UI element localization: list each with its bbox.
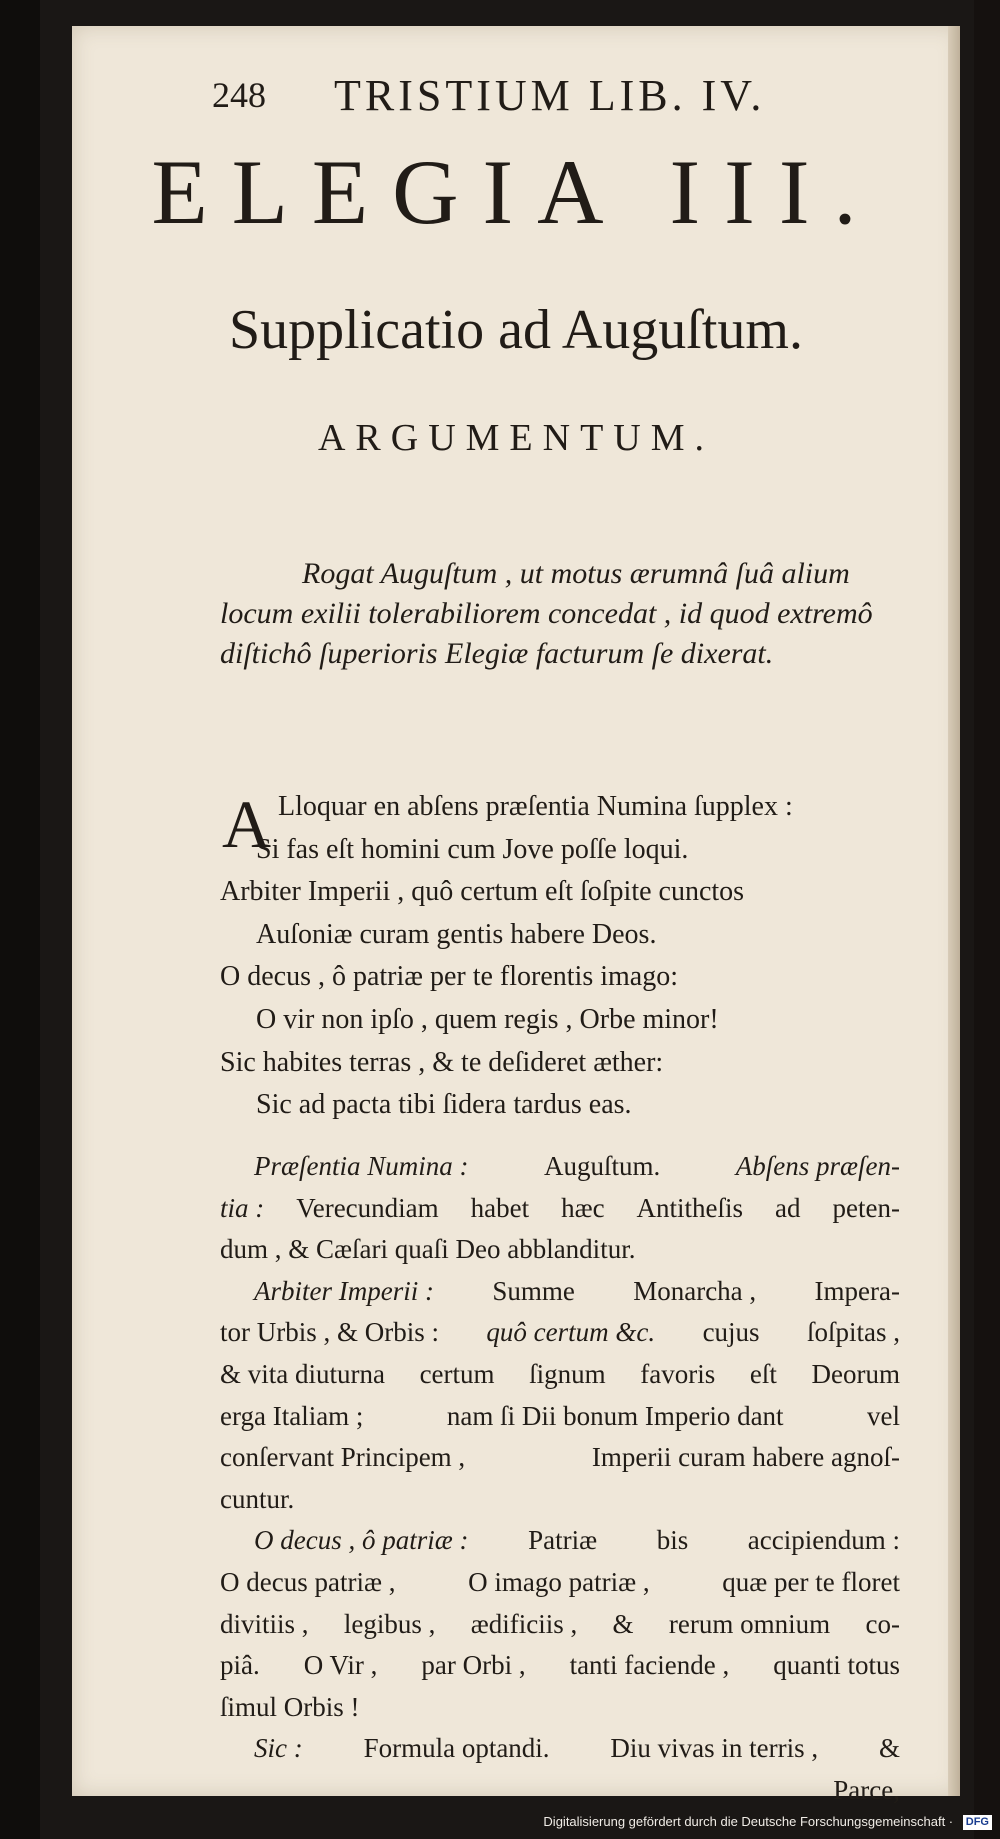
commentary-line xyxy=(220,1188,900,1230)
book-page xyxy=(72,26,960,1805)
commentary-word: O imago patriæ , xyxy=(468,1566,650,1597)
commentary-word: habet xyxy=(470,1192,530,1223)
commentary-word: hæc xyxy=(561,1192,605,1223)
argument-line: diſtichô ſuperioris Elegiæ facturum ſe dixerat. xyxy=(220,637,774,670)
commentary-word: Verecundiam xyxy=(296,1192,439,1223)
commentary-word: dum , & Cæſari quaſi Deo abblanditur. xyxy=(220,1234,636,1265)
argument-heading: ARGUMENTUM. xyxy=(317,417,715,459)
commentary-word: Antitheſis xyxy=(636,1192,744,1223)
verse-line: Auſoniæ curam gentis habere Deos. xyxy=(256,918,657,950)
lemma: quô certum &c. xyxy=(486,1317,656,1348)
commentary-word: tanti faciende , xyxy=(569,1650,730,1681)
commentary-word: peten- xyxy=(832,1192,900,1223)
lemma: Abſens præſen- xyxy=(735,1151,900,1181)
commentary-line xyxy=(220,1687,900,1729)
argument-line: locum exilii tolerabiliorem concedat , id quod extremô xyxy=(220,597,873,630)
verse-line: Sic ad pacta tibi ſidera tardus eas. xyxy=(256,1089,632,1121)
scan-border-left xyxy=(0,0,40,1839)
digitization-credit xyxy=(543,1811,992,1833)
commentary-word: erga Italiam ; xyxy=(220,1400,364,1431)
verse-line: O decus , ô patriæ per te florentis imago: xyxy=(220,961,678,993)
commentary-word: divitiis , xyxy=(220,1608,309,1639)
commentary-word: rerum omnium xyxy=(668,1608,831,1639)
catchword: Parce, xyxy=(833,1774,900,1805)
commentary-word: certum xyxy=(419,1358,495,1389)
elegy-title: ELEGIA III. xyxy=(151,141,881,243)
commentary-word: favoris xyxy=(640,1358,716,1389)
commentary-word: cuntur. xyxy=(220,1483,295,1514)
commentary-word: accipiendum : xyxy=(747,1525,900,1556)
commentary-line xyxy=(220,1271,900,1313)
drop-capital: A xyxy=(222,786,272,862)
dfg-logo: DFG xyxy=(963,1815,992,1830)
commentary-word: Auguſtum. xyxy=(544,1151,661,1181)
commentary-word: & xyxy=(878,1733,900,1764)
commentary-word: Imperii curam habere agnoſ- xyxy=(591,1442,900,1473)
running-title: TRISTIUM LIB. IV. xyxy=(334,71,766,120)
commentary-word: & vita diuturna xyxy=(220,1358,385,1389)
commentary-line xyxy=(220,1396,900,1438)
commentary-word: O decus patriæ , xyxy=(220,1566,396,1597)
commentary-line xyxy=(220,1562,900,1604)
lemma: O decus , ô patriæ : xyxy=(254,1525,469,1556)
argument-line: Rogat Auguſtum , ut motus ærumnâ ſuâ alium xyxy=(302,557,850,590)
commentary-word: eſt xyxy=(749,1358,777,1389)
commentary-word: ad xyxy=(775,1192,801,1223)
commentary-word: conſervant Principem , xyxy=(220,1442,466,1473)
verse-line: O vir non ipſo , quem regis , Orbe minor! xyxy=(256,1003,719,1035)
commentary-line xyxy=(220,1229,900,1271)
commentary-word: Formula optandi. xyxy=(363,1733,550,1764)
verse-line-text: Lloquar en abſens præſentia Numina ſupplex : xyxy=(278,791,793,822)
commentary-word: & xyxy=(612,1608,634,1639)
commentary-word: Impera- xyxy=(814,1275,900,1306)
commentary-line xyxy=(220,1312,900,1354)
commentary-word: bis xyxy=(656,1525,689,1556)
commentary-line xyxy=(220,1604,900,1646)
commentary-word: nam ſi Dii bonum Imperio dant xyxy=(446,1400,784,1431)
commentary-line xyxy=(220,1520,900,1562)
commentary-word: legibus , xyxy=(343,1608,436,1639)
page-edge xyxy=(948,26,960,1796)
elegy-subtitle: Supplicatio ad Auguſtum. xyxy=(229,299,803,361)
verse-line: Sic habites terras , & te deſideret æther: xyxy=(220,1046,664,1078)
lemma: Arbiter Imperii : xyxy=(254,1275,434,1306)
commentary-word: piâ. xyxy=(220,1650,260,1681)
commentary-word: Patriæ xyxy=(528,1525,598,1556)
commentary-word: quanti totus xyxy=(773,1650,900,1681)
commentary-word: cujus xyxy=(702,1317,760,1348)
commentary-word: quæ per te floret xyxy=(722,1566,900,1597)
commentary-word: ædificiis , xyxy=(470,1608,578,1639)
page-number: 248 xyxy=(212,75,266,115)
commentary-word: ſignum xyxy=(529,1358,606,1389)
commentary-line xyxy=(220,1146,900,1188)
commentary-line xyxy=(220,1437,900,1479)
argument-paragraph xyxy=(220,554,900,674)
credit-text: Digitalisierung gefördert durch die Deutsche Forschungsgemeinschaft · xyxy=(543,1814,954,1829)
commentary-word: tor Urbis , & Orbis : xyxy=(220,1317,439,1348)
commentary-word: vel xyxy=(866,1400,900,1431)
commentary-line xyxy=(220,1479,900,1521)
commentary-word: ſoſpitas , xyxy=(806,1317,900,1348)
commentary-line xyxy=(220,1354,900,1396)
commentary-line xyxy=(220,1728,900,1770)
lemma: tia : xyxy=(220,1192,265,1223)
commentary-word: Monarcha , xyxy=(633,1275,757,1306)
catchword-line xyxy=(220,1770,900,1812)
commentary-line xyxy=(220,1645,900,1687)
running-head xyxy=(212,70,832,122)
commentary-word: O Vir , xyxy=(303,1650,378,1681)
scan-border-right xyxy=(974,0,1000,1839)
commentary-word: par Orbi , xyxy=(421,1650,526,1681)
commentary-word: Diu vivas in terris , xyxy=(610,1733,819,1764)
lemma: Præſentia Numina : xyxy=(254,1151,469,1181)
commentary-word: ſimul Orbis ! xyxy=(220,1691,360,1722)
commentary-block xyxy=(220,1146,900,1812)
verse-block xyxy=(220,786,940,1127)
commentary-word: Deorum xyxy=(811,1358,900,1389)
verse-line: Arbiter Imperii , quô certum eſt ſoſpite cunctos xyxy=(220,876,745,908)
commentary-word: co- xyxy=(865,1608,900,1639)
lemma: Sic : xyxy=(254,1733,303,1764)
verse-line: Si fas eſt homini cum Jove poſſe loqui. xyxy=(256,833,689,865)
commentary-word: Summe xyxy=(492,1275,575,1306)
